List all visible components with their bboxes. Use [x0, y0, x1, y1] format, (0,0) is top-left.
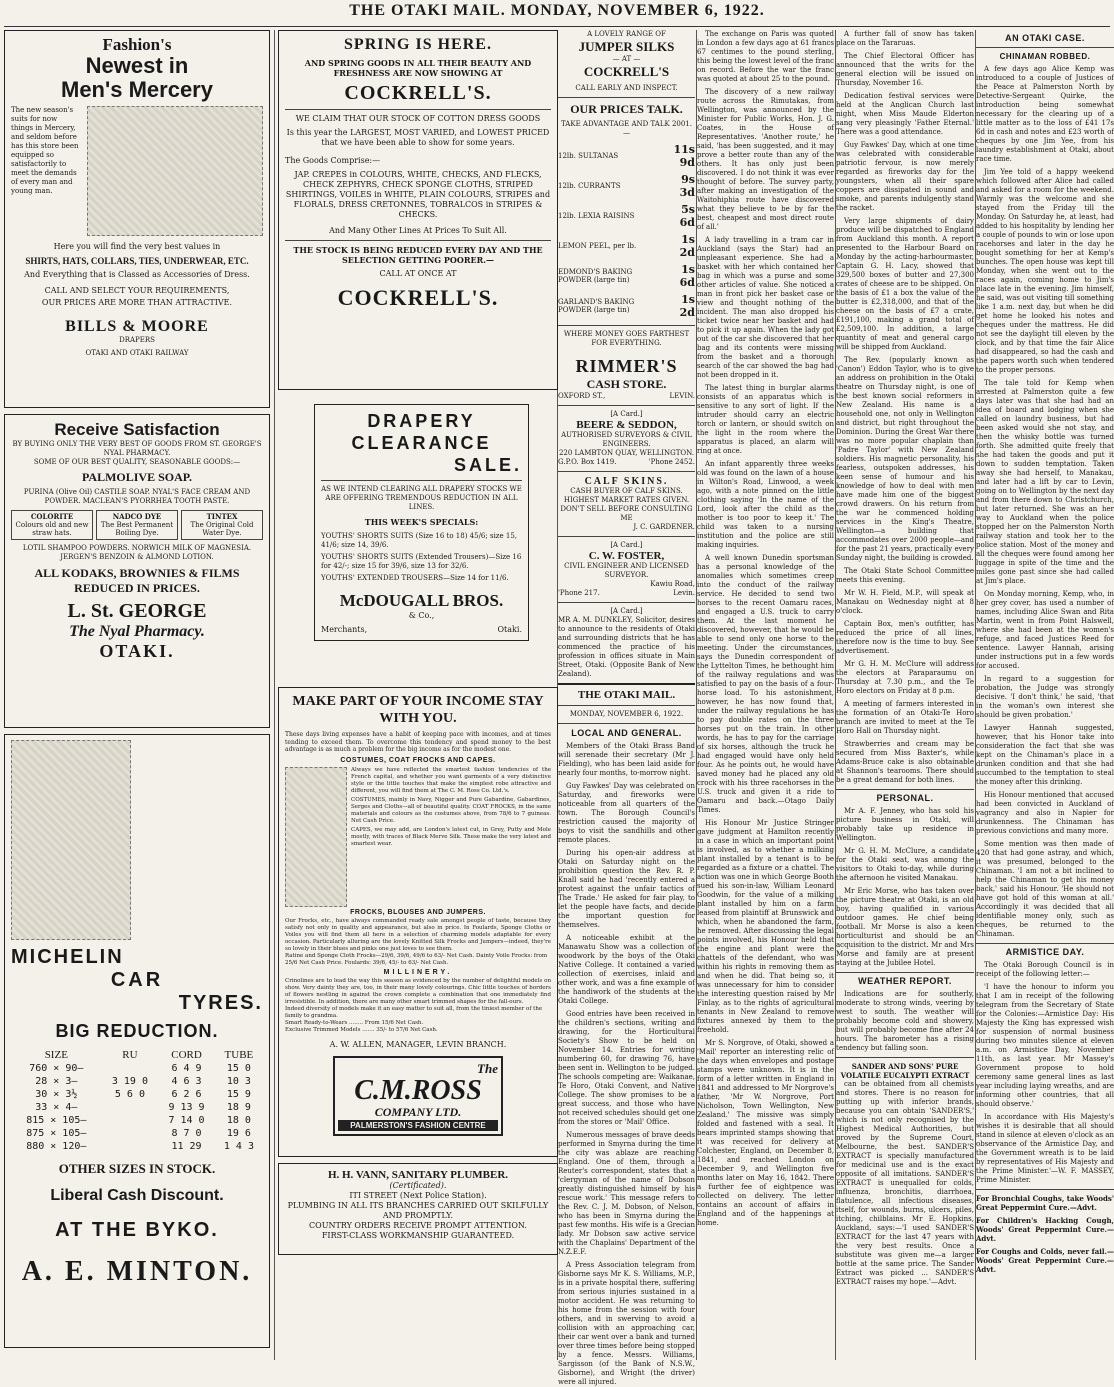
- sander-title: SANDER AND SONS' PURE VOLATILE EUCALYPTI EXTRACT: [840, 1062, 970, 1080]
- rimmer-where: WHERE MONEY GOES FARTHEST FOR EVERYTHING.: [563, 330, 690, 347]
- bills-name: BILLS & MOORE: [65, 318, 209, 335]
- table-row: [558, 171, 695, 201]
- table-row: [558, 291, 695, 321]
- size-cell: 760 × 90—: [29, 1063, 84, 1074]
- table-row: [11, 1101, 263, 1114]
- lady-costume-illustration: [285, 767, 347, 907]
- cord-cell: 7 14 0: [168, 1115, 205, 1126]
- goods-list: JAP. CREPES in COLOURS, WHITE, CHECKS, AND FLECKS, CHECK ZEPHYRS, CHECK SPONGE CLOTHS, STRIPED SHIRTINGS, VOILES in WHITE, PLAIN COLOURS, STRIPES and FLORALS, DRESS CRETONNES, TOBRALCOS in STRIPES & CHECKS.: [285, 170, 551, 219]
- news-paragraph: Guy Fawkes' Day was celebrated on Saturday, and fireworks were noticeable from all quarters of the town. The Borough Council's restriction caused the majority of boys to visit the sandhills and other remote places.: [558, 782, 695, 844]
- table-row: [11, 1140, 263, 1153]
- news-paragraph: The Otaki State School Committee meets this evening.: [836, 567, 974, 584]
- woods-advert: For Children's Hacking Cough, Woods' Great Peppermint Cure.—Advt.: [976, 1216, 1114, 1243]
- cockrells-name: COCKRELL'S.: [344, 82, 492, 104]
- news-paragraph: Good entries have been received in the children's sections, writing and drawing, for the Horticultural Society's Show to be held on November 14. Entries for writing numbering 60, for drawing 76, have been sent in. Wellington to be judged. The schools competing are: Waikanae, Te Horo, Otaki Convent, and Native College. The show promises to be a great success, and those who have not received schedules should get one from the stores or 'Mail' Office.: [558, 1010, 695, 1126]
- ross-p2: COSTUMES, mainly in Navy, Nigger and Pure Gabardine, Gabardines, Serges and Cloths—all of beautiful quality. COAT FROCKS, in the same materials and colours as the costumes above, from 78/6 to 7 guineas. Net Cash Price.: [351, 796, 551, 824]
- news-paragraph: 'I have the honour to inform you that I am in receipt of the following telegram from the Secretary of State for the Colonies:—Armistice Day: His Majesty the King has expressed wish for suspension of normal business during two minutes silence at eleven a.m. on Armistice Day, November 11th, as last year. Mr Massey's Government propose to hold ceremony same general lines as last year including laying wreaths, and are informing other countries, that all should observe.': [976, 983, 1114, 1108]
- nadco-text: The Best Permanent Boiling Dye.: [100, 521, 174, 537]
- news-paragraph: A meeting of farmers interested in the formation of an Otaki-Te Horo branch are invited to meet at the Te Horo Hall on Thursday night.: [836, 700, 974, 735]
- george-sub-1: BY BUYING ONLY THE VERY BEST OF GOODS FROM ST. GEORGE'S NYAL PHARMACY.: [12, 440, 262, 457]
- car-label: CAR: [110, 969, 164, 991]
- bills-drapers: DRAPERS: [119, 336, 155, 344]
- nadco-title: NADCO DYE: [112, 512, 162, 521]
- price-item: GARLAND'S BAKING POWDER (large tin): [558, 298, 635, 314]
- drapery-title: DRAPERY: [367, 411, 476, 431]
- ross-m2: Exclusive Trimmed Models ....... 35/- to 57/6 Net Cash.: [285, 1026, 438, 1033]
- ru-cell: 3 19 0: [111, 1076, 148, 1087]
- beere-name: BEERE & SEDDON,: [576, 419, 677, 431]
- cockrells-spring-advert: [278, 30, 558, 390]
- vann-line-2: COUNTRY ORDERS RECEIVE PROMPT ATTENTION.: [309, 1221, 527, 1230]
- news-paragraph: A noticeable exhibit at the Manawatu Show was a collection of woodwork by the boys of the Otaki Native College. It contained a varied collection of exercises, inlaid and other work, and was a fine example of the handiwork of the students at the Otaki College.: [558, 934, 695, 1005]
- news-paragraph: The exchange on Paris was quoted in London a few days ago at 61 francs 67 centimes to the pound sterling, this being the lowest level of the franc on record. Before the war the franc was quoted at about 25 to the pound.: [697, 30, 834, 83]
- minton-advert: [4, 734, 270, 1348]
- ru-cell: [102, 1101, 159, 1114]
- dunkley-card: [A Card.]: [610, 607, 643, 615]
- price-value: 5s 6d: [679, 203, 695, 229]
- beere-box: G.P.O. Box 1419.: [558, 458, 617, 466]
- vann-address: ITI STREET (Next Police Station).: [349, 1191, 487, 1200]
- spring-sub: AND SPRING GOODS IN ALL THEIR BEAUTY AND FRESHNESS ARE NOW SHOWING AT: [304, 58, 532, 78]
- news-paragraph: His Honour mentioned that accused had been convicted in Auckland of vagrancy and also in Napier for drunkenness. The Chinaman has previous convictions and many more.: [976, 791, 1114, 835]
- george-soap: PALMOLIVE SOAP.: [81, 470, 192, 484]
- ross-head-2: FROCKS, BLOUSES AND JUMPERS.: [350, 908, 486, 916]
- michelin-label: MICHELIN: [11, 946, 124, 968]
- ross-logo-3: COMPANY LTD.: [374, 1104, 462, 1119]
- ross-title: MAKE PART OF YOUR INCOME STAY WITH YOU.: [292, 694, 544, 726]
- col-header: TUBE: [224, 1049, 254, 1061]
- ross-m1: Smart Ready-to-Wears ........ From 15/6 Net Cash.: [285, 1019, 424, 1026]
- tube-cell: 15 9: [226, 1089, 251, 1100]
- ross-logo-1: The: [477, 1060, 498, 1076]
- cord-cell: 6 2 6: [171, 1089, 202, 1100]
- cord-cell: 9 13 9: [168, 1102, 205, 1113]
- colorite-title: COLORITE: [30, 512, 74, 521]
- news-paragraph: Very large shipments of dairy produce will be dispatched to England from Auckland this month. A report presented to the Harbour Board on Monday by the acting-harbourmaster, Captain G. H. Lacy, showed that 329,500 boxes of butter and 27,300 crates of cheese are to be shipped. On the basis of £1 a box the value of the butter is £2,318,000, and that of the cheese on the basis of £7 a crate, £191,100, making a grand total of £2,509,100. In addition, a large quantity of meat and general cargo will be shipped from Auckland.: [836, 217, 974, 351]
- size-cell: 28 × 3—: [35, 1076, 78, 1087]
- cord-cell: 11 29: [171, 1141, 202, 1152]
- tube-cell: 18 9: [226, 1102, 251, 1113]
- at-the-byko: AT THE BYKO.: [55, 1219, 219, 1241]
- news-paragraph: Mr Eric Morse, who has taken over the picture theatre at Otaki, is an old boy, having qualified in various outdoor games. He chief being football. Mr Morse is also a keen horticulturist and should be an acquisition to the district. Mr and Mrs Morse and family are at present staying at the Jubilee Hotel.: [836, 887, 974, 967]
- masthead: THE OTAKI MAIL. MONDAY, NOVEMBER 6, 1922.: [349, 2, 765, 19]
- minton-name: A. E. MINTON.: [21, 1256, 253, 1287]
- price-value: 1s 2d: [679, 293, 695, 319]
- bills-moore-advert: [4, 30, 270, 408]
- news-paragraph: The Chief Electoral Officer has announced that the writs for the general election will be issued on Thursday, November 16.: [836, 52, 974, 87]
- bills-line-2: And Everything that is Classed as Accessories of Dress.: [24, 270, 250, 279]
- bills-line-1: Here you will find the very best values in: [53, 242, 221, 251]
- news-paragraph: Mr W. H. Field, M.P., will speak at Manakau on Wednesday night at 8 o'clock.: [836, 589, 974, 615]
- clearance-title: CLEARANCE: [351, 433, 492, 453]
- cockrells-name-2: COCKRELL'S.: [337, 285, 499, 310]
- table-row: [558, 231, 695, 261]
- news-paragraph: In accordance with His Majesty's wishes it is desirable that all should stand in silence at eleven o'clock as an observance of the Armistice Day, and the Government wreath is to be laid by representatives of His Majesty and the Prime Minister.'—W. F. MASSEY, Prime Minister.: [976, 1113, 1114, 1184]
- news-paragraph: The Rev. (popularly known as 'Canon') Eddon Taylor, who is to give an address on prohibition in the Otaki theatre on Thursday night, is one of the best known social reformers in New Zealand. His name is a household one, not only in Wellington and district, but right throughout the Dominion. During the Great War there was no more popular chaplain than 'Padre Taylor' with New Zealand soldiers. His magnetic personality, his fearless, outspoken addresses, his keen sense of humour and his knowledge of how to deal with men have made him one of the biggest crowd drawers. On his return from the war he commenced holding services in the King's Theatre, Wellington—a building that accommodates over 2000 people—and for the past 21 years, practically every Sunday night, the building is crowded.: [836, 356, 974, 562]
- news-paragraph: Some mention was then made of 420 that had gone astray, and which, it was presumed, belonged to the Chinaman. 'I am not a bit inclined to help the Chinaman to get his money back,' said his Honour. 'He should not have got hold of this woman at all.' Accordingly it was decided that all identifiable money only, such as cheques, be returned to the Chinaman.: [976, 840, 1114, 938]
- news-paragraph: Members of the Otaki Brass Band will serenade their secretary (Mr J. Fielding), who has been laid aside for nearly four months, to-morrow night.: [558, 742, 695, 777]
- vann-name: H. H. VANN, SANITARY PLUMBER.: [327, 1169, 509, 1181]
- mcdougall-co: & Co.,: [408, 611, 435, 620]
- news-paragraph: In regard to a suggestion for probation, the Judge was strongly decisive. 'I don't think,' he said, 'that in the woman's own interest she should be given probation.': [976, 675, 1114, 719]
- chinaman-heading: CHINAMAN ROBBED.: [999, 52, 1091, 61]
- news-paragraph: A further fall of snow has taken place on the Tararuas.: [836, 30, 974, 47]
- george-sub-2: SOME OF OUR BEST QUALITY, SEASONABLE GOODS:—: [33, 458, 241, 466]
- bills-prices: OUR PRICES ARE MORE THAN ATTRACTIVE.: [41, 298, 233, 307]
- tintex-title: TINTEX: [206, 512, 238, 521]
- mcdougall-merchants: Merchants,: [321, 625, 368, 634]
- beere-sub: AUTHORISED SURVEYORS & CIVIL ENGINEERS.: [561, 431, 692, 448]
- news-paragraph: Mr G. H. M. McClure, a candidate for the Otaki seat, was among the visitors to Otaki to-day, while during the afternoon he visited Manakau.: [836, 847, 974, 882]
- masthead-rule: [4, 26, 1110, 27]
- michelin-man-illustration: [11, 740, 131, 940]
- beere-phone: 'Phone 2452.: [648, 458, 695, 466]
- ross-p7: Indeed diversity of models make it an easy matter to suit all, from the tiniest member of the family to grandma.: [285, 1005, 543, 1019]
- many-lines: And Many Other Lines At Prices To Suit All.: [329, 226, 507, 235]
- size-cell: 875 × 105—: [26, 1128, 87, 1139]
- news-paragraph: On Monday morning, Kemp, who, in her grey cover, has used a number of names, including Alice Swan and Rita Martin, went in from Point Halswell, where she had been at the women's refuge, and faced Justices Reed for sentence. Lawyer Hannah, arising under instructions put in a few words for accused.: [976, 590, 1114, 670]
- ross-logo-2: C.M.ROSS: [354, 1074, 482, 1106]
- price-value: 9s 3d: [679, 173, 695, 199]
- jumper-at: — AT —: [612, 55, 641, 63]
- jumper-pre: A LOVELY RANGE OF: [587, 30, 666, 38]
- george-lines: PURINA (Olive Oil) CASTILE SOAP. NYAL'S FACE CREAM AND POWDER. MACLEAN'S PYORRHEA TOOTH PASTE.: [23, 488, 251, 505]
- prices-talk-title: OUR PRICES TALK.: [570, 102, 683, 116]
- ross-logo-4: PALMERSTON'S FASHION CENTRE: [338, 1120, 498, 1131]
- news-paragraph: Guy Fawkes' Day, which at one time was celebrated with considerable patriotic fervour, is now merely regarded as fireworks day for the youngsters, when all their spare coppers are dissipated in sound and smoke, and parents indulgently stand the racket.: [836, 141, 974, 212]
- cord-cell: 4 6 3: [171, 1076, 202, 1087]
- george-name: L. St. GEORGE: [67, 600, 207, 622]
- news-paragraph: Mr G. H. M. McClure will address the electors at Paraparaumu on Thursday at 7.30 p.m., and the Te Horo electors on Friday at 8 p.m.: [836, 660, 974, 695]
- news-paragraph: An infant apparently three weeks old was found on the lawn of a house in Wilton's Road, Linwood, a week ago, with a note pinned on the little clothing saying 'In the name of the Lord, look after the child as the mother is too poor to keep it.' The child was taken to a nursing institution and the police are still making inquiries.: [697, 460, 834, 549]
- tintex-text: The Original Cold Water Dye.: [190, 521, 254, 537]
- rimmer-town: LEVIN.: [669, 392, 695, 400]
- rimmer-cash: CASH STORE.: [586, 377, 667, 391]
- mcdougall-advert: [314, 404, 529, 641]
- column-4: [697, 30, 834, 1360]
- column-2: [278, 30, 558, 1360]
- mail-date: MONDAY, NOVEMBER 6, 1922.: [569, 710, 684, 718]
- jumper-cockrells: COCKRELL'S: [583, 64, 670, 79]
- weather-text: Indications are for southerly, moderate to strong winds, veering by west to south. The weather will probably become cold and showery, but will probably become fine after 24 hours. The barometer has a rising tendency but falling soon.: [836, 990, 974, 1052]
- price-value: 1s 2d: [679, 233, 695, 259]
- ru-cell: [102, 1140, 159, 1153]
- news-paragraph: The discovery of a new railway route across the Rimutakas, from Wellington, was announced by the Minister for Public Works, Hon. J. G. Coates, in the House of Representatives. 'Another route,' he said, 'has been suggested, and it may prove a better route than any of the others. It has only just been discovered. I do not think it was ever thought of before. The survey party, after making an investigation of the Waitohiphia route have discovered what they believe to be by far the best, cheapest and most direct route of all.': [697, 88, 834, 231]
- calf-title: CALF SKINS.: [584, 476, 669, 487]
- mcdougall-intro: AS WE INTEND CLEARING ALL DRAPERY STOCKS WE ARE OFFERING TREMENDOUS REDUCTION IN ALL LINES.: [321, 485, 522, 511]
- cockrells-claim: WE CLAIM THAT OUR STOCK OF COTTON DRESS GOODS: [295, 114, 541, 123]
- ross-p1: Always we have reflected the smartest fashion tendencies of the French capital, and whether you want garments of a very distinctive style or the little touches that make the simplest robe attractive and different, you will find them at The C. M. Ross Co. Ltd.'s.: [351, 766, 551, 794]
- bills-call: CALL AND SELECT YOUR REQUIREMENTS,: [44, 286, 230, 295]
- calf-body: CASH BUYER OF CALF SKINS. HIGHEST MARKET RATES GIVEN. DON'T SELL BEFORE CONSULTING ME: [560, 487, 693, 522]
- news-paragraph: A lady travelling in a tram car in Auckland (says the Star) had an unpleasant experience. She had a basket with her which contained her bag in which was a purse and some other articles of value. She noticed a man in front pick her basket case or view and thought nothing of the incident. The man also dropped his ticket twice near her basket and had to pick it up again. When the lady got out of the car she discovered that her bag and its contents were missing from the basket and a thorough search of the car showed the bag had not been dropped in it.: [697, 236, 834, 379]
- ru-cell: [102, 1114, 159, 1127]
- size-cell: 880 × 120—: [26, 1141, 87, 1152]
- mail-title: THE OTAKI MAIL.: [577, 689, 676, 701]
- special-2: YOUTHS' SHORTS SUITS (Extended Trousers)—Size 16 for 42/-; size 15 for 39/6, size 13 for 32/6.: [321, 553, 522, 570]
- woods-advert: For Bronchial Coughs, take Woods' Great Peppermint Cure.—Advt.: [976, 1194, 1114, 1212]
- nadco-box: [96, 510, 178, 540]
- cm-ross-logo: [333, 1056, 503, 1136]
- mcdougall-name: McDOUGALL BROS.: [339, 591, 504, 610]
- local-general-heading: LOCAL AND GENERAL.: [571, 728, 682, 738]
- ross-intro: These days living expenses have a habit of keeping pace with incomes, and at times tending to exceed them. To overcome this tendency and spend money to the best advantage is as much a problem for the big income as for the modest one.: [285, 731, 551, 753]
- bills-title-3: Men's Mercery: [61, 77, 213, 102]
- price-item: 12lb. CURRANTS: [558, 182, 621, 190]
- news-paragraph: Numerous messages of brave deeds performed in Smyrna during the time the city was ablaze are reaching England. One of them, through a Reuter's correspondent, states that a 'clergyman of the name of Dobson greatly distinguished himself by his rescue work.' This message refers to the Rev. C. J. M. Dobson, of Nelson, who has been in Smyrna during the past few months. His wife is a Grecian lady. Mr Dobson saw active service with the Chaplains' Department of the N.Z.E.F.: [558, 1131, 695, 1256]
- ru-cell: [102, 1127, 159, 1140]
- table-row: [558, 201, 695, 231]
- bills-items: SHIRTS, HATS, COLLARS, TIES, UNDERWEAR, ETC.: [25, 256, 249, 266]
- local-news: [558, 742, 695, 1387]
- st-george-advert: [4, 414, 270, 728]
- cm-ross-advert: [278, 687, 558, 1157]
- price-value: 1s 6d: [679, 263, 695, 289]
- news-paragraph: Captain Box, men's outfitter, has reduced the price of all lines, therefore now is the time to buy. See advertisement.: [836, 620, 974, 655]
- bills-address: OTAKI AND OTAKI RAILWAY: [85, 349, 189, 357]
- price-value: 11s 9d: [673, 143, 695, 169]
- column-3: [558, 30, 695, 1386]
- grocery-price-table: [558, 141, 695, 321]
- table-row: [11, 1075, 263, 1088]
- price-item: EDMOND'S BAKING POWDER (large tin): [558, 268, 633, 284]
- george-title: Receive Satisfaction: [54, 420, 220, 439]
- col-header: CORD: [171, 1049, 202, 1061]
- news-paragraph: A Press Association telegram from Gisborne says Mr K. S. Williams, M.P., is in a private hospital there, suffering from serious injuries sustained in a motor accident. He was returning to his home from the session with four others, and in swerving to avoid a collision with an approaching car, their car went over a bank and turned over three times before being stopped by a fence. Messrs. Williams, Sargisson (of the Bank of N.S.W., Gisborne), and Wright (the driver) were all injured.: [558, 1261, 695, 1386]
- jumper-call: CALL EARLY AND INSPECT.: [575, 84, 678, 92]
- tube-cell: 18 0: [226, 1115, 251, 1126]
- liberal-discount: Liberal Cash Discount.: [50, 1187, 224, 1204]
- prices-take: TAKE ADVANTAGE AND TALK 2001.—: [561, 120, 692, 137]
- armistice-heading: ARMISTICE DAY.: [1005, 947, 1085, 957]
- news-paragraph: The Otaki Borough Council is in receipt of the following letter:—: [976, 961, 1114, 978]
- news-paragraph: The tale told for Kemp when arrested at Palmerston quite a few days later was that she had had an idea of board and lodging when she called on laundry business, but had been asked would she not stay, and then the whisky bottle was turned forth. She admitted quite freely that she had taken the goods and put it down to sudden temptation. Taken away she had herself, to Manakau, and later had a lift by car to Levin, going on to Wellington by the next day and from there down to Christchurch, but later returned. She was an her way to Auckland when the police stopped her on the Palmerston North railway station and took her to the police station. Most of the money and all the cheques were found among her luggage in spite of the time and the miles gone past since she had called at Jim's place.: [976, 379, 1114, 585]
- beere-address: 220 LAMBTON QUAY, WELLINGTON.: [558, 449, 695, 457]
- dunkley-body: MR A. M. DUNKLEY, Solicitor, desires to announce to the residents of Otaki and surrounding districts that he has commenced the practice of his profession in offices situate in Main Street, Otaki. (Opposite Bank of New Zealand).: [558, 616, 695, 678]
- foster-sub: CIVIL ENGINEER AND LICENSED SURVEYOR.: [564, 562, 689, 579]
- george-town: OTAKI.: [99, 641, 175, 661]
- ross-p6: Crinolines are to lead the way this season as evidenced by the number of delightful models on show. Very dainty they are, too, in their many lovely colourings. Chic little touches of borders of flowers nestling in against the crown complete a combination that one immediately find irresistible. In addition, there are many other smart trimmed shapes for the fall-ours.: [285, 977, 551, 1005]
- table-row: [11, 1114, 263, 1127]
- ross-head-3: MILLINERY.: [383, 968, 453, 976]
- personal-heading: PERSONAL.: [876, 793, 934, 803]
- bills-title-2: Newest in: [85, 53, 189, 78]
- news-paragraph: The latest thing in burglar alarms consists of an apparatus which is sensitive to any sort of light. If the intruder should carry an electric torch or lantern, or should switch on the light in the room where the apparatus is placed, an alarm will ring at once.: [697, 384, 834, 455]
- foster-town: Levin.: [673, 589, 695, 597]
- col-header: RU: [122, 1049, 138, 1061]
- size-cell: 30 × 3½: [35, 1089, 78, 1100]
- beere-card: [A Card.]: [610, 410, 643, 418]
- news-paragraph: Mr A. F. Jenney, who has sold his picture business in Otaki, will probably take up residence in Wellington.: [836, 807, 974, 842]
- rimmer-street: OXFORD ST.,: [558, 392, 606, 400]
- vann-line-1: PLUMBING IN ALL ITS BRANCHES CARRIED OUT SKILFULLY AND PROMPTLY.: [287, 1201, 549, 1220]
- news-paragraph: During his open-air address at Otaki on Saturday night on the prohibition question the Rev. R. P. Knall said he had 'recently entered a protest against the unfair tactics of The Trade.' He asked for fair play, to let the people have facts, and decide the important question for themselves.: [558, 849, 695, 929]
- colorite-box: [11, 510, 93, 540]
- table-row: [558, 261, 695, 291]
- ross-p5: Ratine and Sponge Cloth Frocks—29/6, 39/6, 49/6 to 63/- Net Cash. Dainty Voile Frocks: from 25/6 Net Cash Price. Foulards: 39/6, 45/- to 63/- Net Cash.: [285, 952, 548, 966]
- size-cell: 33 × 4—: [35, 1102, 78, 1113]
- news-paragraph: Strawberries and cream may be secured from Miss Baxter's, while Adams-Bruce cake is also obtainable at Shannon's tearooms. There should be a great demand for both lines.: [836, 740, 974, 784]
- tintex-box: [181, 510, 263, 540]
- cockrells-claim-2: Is this year the LARGEST, MOST VARIED, and LOWEST PRICED that we have been able to show for some years.: [286, 128, 550, 147]
- column-divider: [274, 30, 275, 1360]
- column-6: [976, 30, 1114, 1360]
- foster-address: Kawiu Road,: [650, 580, 695, 588]
- vann-advert: [278, 1163, 558, 1255]
- otaki-case-heading: AN OTAKI CASE.: [1005, 33, 1085, 43]
- other-sizes: OTHER SIZES IN STOCK.: [58, 1161, 216, 1176]
- george-nyal: The Nyal Pharmacy.: [69, 623, 205, 640]
- tube-cell: 10 3: [226, 1076, 251, 1087]
- sale-title: SALE.: [453, 455, 522, 475]
- george-lines-2: LOTIL SHAMPOO POWDERS. NORWICH MILK OF MAGNESIA. JERGEN'S BENZOIN & ALMOND LOTION.: [22, 544, 252, 561]
- news-paragraph: His Honour Mr Justice Stringer gave judgment at Hamilton recently in a case in which an important point is involved, as to whether a milking plant installed by a tenant is to be regarded as a fixture or a chattel. The action was one in which George Booth sued his son-in-law, William Leonard Goodwin, for the value of a milking plant installed by him on a farm leased from plaintiff at Brunswick and which, when he abandoned the farm, he removed. After discussing the legal points involved, his Honour held that the engine and plant were the chattels of the defendant, who was within his rights in removing them as and when he did. That being so, it was unnecessary for him to consider the interesting question raised by Mr Finlay, as to the rights of agricultural tenants in New Zealand to remove fixtures annexed by them to the freehold.: [697, 819, 834, 1034]
- foster-phone: 'Phone 217.: [558, 589, 600, 597]
- tyre-price-table: [11, 1048, 263, 1153]
- table-row: [11, 1062, 263, 1075]
- ross-p4: Our Frocks, etc., have always commanded ready sale amongst people of taste, because they satisfy not only in quality and appearance, but also in price. In Foulards, Sponge Cloths or Voiles you will find them all here in a selection of charming models adaptable for every occasion. Particularly alluring are the lovely Knitted Silk Frocks and Jumpers—indeed, they're so lovely in their blues and pinks one just loves to see them.: [285, 917, 551, 952]
- news-paragraph: Mr S. Norgrove, of Otaki, showed a 'Mail' reporter an interesting relic of the days when envelopes and postage stamps were unknown. It is in the form of a letter written in England in 1841 and addressed to Mr Norgrove's father, 'Mr W. Norgrove, Port Nicholson, Town Wellington, New Zealand.' The missive was simply folded and fastened with a seal. It bears imprinted stamps showing that it was received for delivery at Colchester, England, on December 8, 1841, and reached London on December 9, and Wellington five months later on May 16, 1842. There a further fee of eightpence was collected on delivery. The letter contains an account of affairs in England and of the happenings at home.: [697, 1039, 834, 1227]
- size-cell: 815 × 105—: [26, 1115, 87, 1126]
- mcdougall-town: Otaki.: [497, 625, 522, 634]
- price-item: LEMON PEEL, per lb.: [558, 242, 637, 250]
- table-row: [11, 1127, 263, 1140]
- call-once: CALL AT ONCE AT: [379, 269, 457, 278]
- news-paragraph: Dedication festival services were held at the Anglican Church last night, when Miss Maude Elderton sang very pleasingly 'Father Eternal.' There was a good attendance.: [836, 92, 974, 136]
- cord-cell: 6 4 9: [171, 1063, 202, 1074]
- special-3: YOUTHS' EXTENDED TROUSERS—Size 14 for 11/6.: [321, 574, 509, 582]
- man-shirt-illustration: [87, 106, 263, 236]
- tube-cell: 1 4 3: [223, 1141, 254, 1152]
- specials-title: THIS WEEK'S SPECIALS:: [364, 517, 479, 527]
- calf-name: J. C. GARDENER.: [633, 523, 695, 531]
- ross-p3: CAPES, we may add, are London's latest cut, in Grey, Putty and Mole mostly, with traces of Black Merve Silk. These make the very latest and smartest wear.: [351, 826, 551, 847]
- weather-heading: WEATHER REPORT.: [858, 976, 952, 986]
- news-paragraph: A well known Dunedin sportsman has a personal knowledge of the anomalies which sometimes creep into the conduct of the railway service. He decided to send two horses to the recent Oamaru races, and engaged a U.S. truck to carry them. At the last moment he discovered, however, that he would be able to send only one horse to the meeting. Under the circumstances, says the Dunedin correspondent of the Lyttelton Times, he bethought him of the railway regulations and was satisfied to pay on the basis of a four-horse load. To his astonishment, however, he has now found that, under the railway regulations he has to pay double rates on the three horses put on the train. In other words, he has to pay for the carriage of six horses, although the truck he had engaged would have only held four. As he points out, he would have saved money had he placed any old crock with his three racehorses in the U.S. truck and given it a ride to Oamaru and back.—Otago Daily Times.: [697, 554, 834, 814]
- price-item: 12lb. SULTANAS: [558, 152, 619, 160]
- ru-cell: 5 6 0: [114, 1089, 145, 1100]
- ru-cell: [102, 1062, 159, 1075]
- dye-boxes: [11, 510, 263, 540]
- goods-comprise: The Goods Comprise:—: [285, 156, 381, 165]
- news-paragraph: Jim Yee told of a happy weekend which followed after Alice had called and asked for a room for the weekend. Warmly was the welcome and she stayed from the Friday till the Monday. On Saturday he, at least, had added to his hospitality by lending her a couple of pounds to win or lose upon racehorses and later in the day he bought something for her at Kemp's bunches. The open house was kept till Monday, when she went out to the races again, coming home to Jim's place late in the evening. Jim himself, he said, was out visiting till something like 1 a.m. next day, but when he did get home he looked his notes and cheques under the mattress. He did not see the daylight till eleven by the clock, and by that time the fair Alice had disappeared, so had the cash and the papers worth such when tendered to the proper persons.: [976, 168, 1114, 374]
- news-paragraph: Lawyer Hannah suggested, however, that his Honor take into consideration the fact that she was kept on the Chinaman's place in a drunken condition and that she had succumbed to the temptation to steal the money after this drinking.: [976, 724, 1114, 786]
- col-header: SIZE: [44, 1049, 68, 1061]
- foster-card: [A Card.]: [610, 541, 643, 549]
- colorite-text: Colours old and new straw hats.: [15, 521, 89, 537]
- foster-name: C. W. FOSTER,: [588, 550, 665, 562]
- jumper-title: JUMPER SILKS: [578, 39, 675, 54]
- special-1: YOUTHS' SHORTS SUITS (Size 16 to 18) 45/6; size 15, 41/6; size 14, 39/6.: [321, 532, 517, 549]
- vann-line-3: FIRST-CLASS WORKMANSHIP GUARANTEED.: [321, 1231, 515, 1240]
- reduction-label: BIG REDUCTION.: [55, 1021, 219, 1041]
- bills-intro: The new season's suits for now things in Mercery, and seldom before has this store been equipped so satisfactorily to meet the demands of every man and young man.: [11, 106, 79, 195]
- stock-reduced: THE STOCK IS BEING REDUCED EVERY DAY AND THE SELECTION GETTING POORER.—: [293, 245, 543, 265]
- sander-text: can be obtained from all chemists and stores. There is no reason for putting up with inferior brands, because you can obtain 'SANDER'S,' which is not only recognised by the Highest Medical Authorities, but proved by the Supreme Court, Melbourne, the best. SANDER'S EXTRACT is specially manufactured for medicinal use and is the exact opposite of all imitations. SANDER'S EXTRACT is unequalled for colds, influenza, bronchitis, diarrhoea, flatulence, all infectious diseases, itself, for wounds, burns, ulcers, piles, itching, chilblains. Mr E. Hopkins, Auckland, says:—'I used SANDER'S EXTRACT for the last 47 years with the very best results. Once a substitute was given me—a larger bottle at the same price. The Sander Extract was picked ... SANDER'S EXTRACT raises my hope.'—Advt.: [836, 1080, 974, 1286]
- rimmer-name: RIMMER'S: [575, 356, 678, 376]
- column-1: [4, 30, 270, 1360]
- tube-cell: 19 6: [226, 1128, 251, 1139]
- woods-advert: For Coughs and Colds, never fail.—Woods' Great Peppermint Cure.—Advt.: [976, 1247, 1114, 1274]
- column-5: [836, 30, 974, 1360]
- spring-title: SPRING IS HERE.: [344, 36, 492, 53]
- table-row: [11, 1088, 263, 1101]
- table-row: [558, 141, 695, 171]
- vann-cert: (Certificated).: [389, 1181, 447, 1190]
- ross-head-1: COSTUMES, COAT FROCKS AND CAPES.: [340, 756, 496, 764]
- ross-manager: A. W. ALLEN, MANAGER, LEVIN BRANCH.: [329, 1039, 507, 1049]
- tyres-label: TYRES.: [178, 992, 263, 1014]
- bills-title-1: Fashion's: [102, 35, 172, 54]
- george-kodak: ALL KODAKS, BROWNIES & FILMS REDUCED IN PRICES.: [34, 566, 240, 595]
- tube-cell: 15 0: [226, 1063, 251, 1074]
- price-item: 12lb. LEXIA RAISINS: [558, 212, 635, 220]
- news-paragraph: A few days ago Alice Kemp was introduced to a couple of Justices of the Peace at Palmerston North by Detective-Sergeant Quirke, the introduction being somewhat necessary for the clearing up of a little matter as to the loss of £41 17s 6d in cash and notes and £23 worth of cheques by one Jim Yee, from his laundry establishment at Otaki, about race time.: [976, 65, 1114, 163]
- cord-cell: 8 7 0: [171, 1128, 202, 1139]
